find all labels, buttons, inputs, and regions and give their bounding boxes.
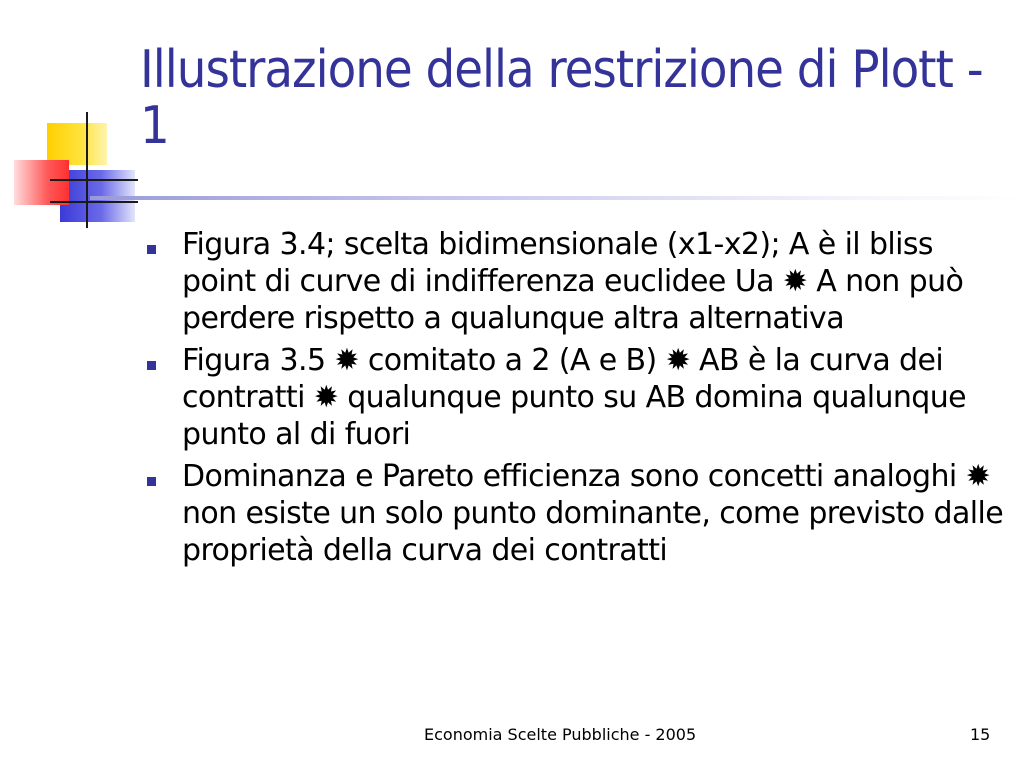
page-number: 15 (970, 725, 991, 744)
bullet-text: Figura 3.4; scelta bidimensionale (x1-x2); A è il bliss point di curve di indifferenza euclidee Ua ✹ A non può perdere rispetto a qualunque altra alternativa (182, 227, 964, 336)
square-bullet-icon (147, 477, 156, 486)
vertical-line (86, 112, 88, 228)
decorative-logo (0, 0, 150, 240)
horizontal-line (50, 201, 138, 203)
horizontal-line (50, 179, 138, 181)
title-divider (90, 196, 1024, 200)
bullet-list (145, 226, 1005, 574)
square-bullet-icon (147, 361, 156, 370)
red-square-shape (14, 160, 69, 205)
footer-text: Economia Scelte Pubbliche - 2005 (424, 725, 697, 744)
bullet-item (145, 458, 1005, 569)
slide-title: Illustrazione della restrizione di Plott - 1 (140, 40, 983, 156)
bullet-item (145, 342, 1005, 453)
bullet-item (145, 226, 1005, 337)
yellow-square-shape (47, 123, 107, 165)
bullet-text: Figura 3.5 ✹ comitato a 2 (A e B) ✹ AB è la curva dei contratti ✹ qualunque punto su AB domina qualunque punto al di fuori (182, 343, 967, 452)
square-bullet-icon (147, 245, 156, 254)
bullet-text: Dominanza e Pareto efficienza sono concetti analoghi ✹ non esiste un solo punto dominante, come previsto dalle proprietà della curva dei contratti (182, 459, 1004, 568)
